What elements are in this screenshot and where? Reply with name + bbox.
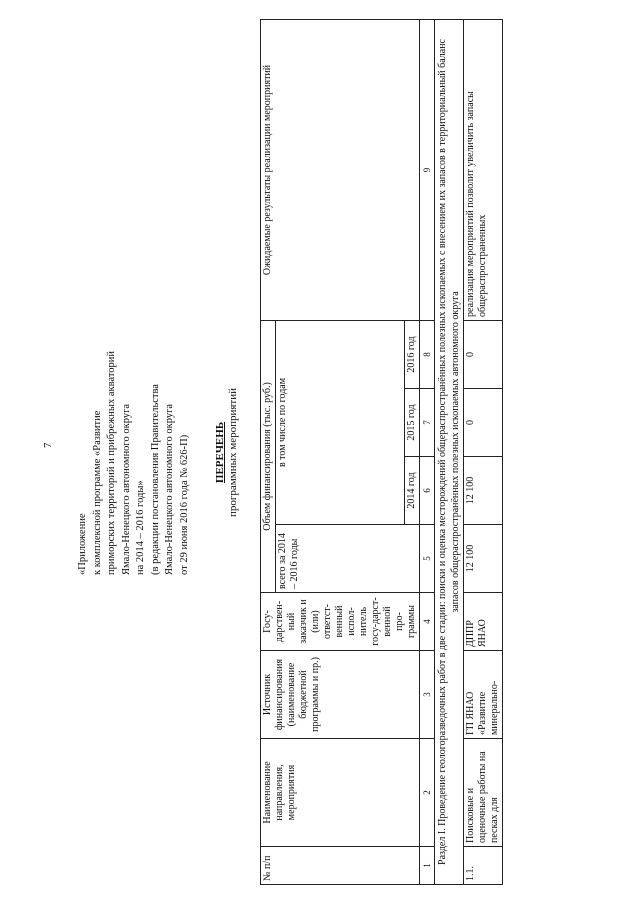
appendix-note [76,275,192,575]
row-customer: ДППР ЯНАО [464,593,503,651]
appendix-line: Ямало-Ненецкого автономного округа [120,403,132,575]
header-customer: Госу-дарствен-ный заказчик и (или) ответст-венный испол-нитель госу-дарст-венной про-граммы [261,593,420,651]
row-2015: 0 [464,389,503,457]
header-name: Наименование направления, мероприятия [261,739,420,847]
header-2014: 2014 год [405,457,420,525]
appendix-line: Ямало-Ненецкого автономного округа [164,403,175,575]
header-2016: 2016 год [405,320,420,388]
column-number: 3 [420,651,435,739]
column-number: 2 [420,739,435,847]
column-number: 9 [420,19,435,320]
header-results: Ожидаемые результаты реализации мероприятий [261,19,420,320]
title-heading: ПЕРЕЧЕНЬ [214,421,226,484]
row-source: ГП ЯНАО «Развитие минерально- [464,651,503,739]
column-number: 1 [420,847,435,885]
row-total: 12 100 [464,525,503,593]
appendix-line: (в редакции постановления Правительства [149,384,161,575]
header-funding: Объем финансирования (тыс. руб.) [261,320,276,592]
title-subheading: программных мероприятий [227,388,239,517]
row-2016: 0 [464,320,503,388]
page-number: 7 [42,442,54,448]
section-row [435,19,464,884]
column-number: 6 [420,457,435,525]
header-2015: 2015 год [405,389,420,457]
appendix-line: «Приложение [77,513,88,575]
appendix-line: к комплексной программе «Развитие [91,410,103,575]
header-row [261,19,276,884]
section-title: Раздел I. Проведение геологоразведочных работ в две стадии: поиски и оценка месторождений общераспространённых полезных ископаемых с внесением их запасов в территориальный баланс запасов общераспространённых полезных ископаемых автономного округа [435,19,464,884]
row-2014: 12 100 [464,457,503,525]
header-source: Источник финансирования (наименование бюджетной программы и пр.) [261,651,420,739]
table-row [464,19,503,884]
column-number: 4 [420,593,435,651]
column-number: 7 [420,389,435,457]
column-number-row [420,19,435,884]
document-title [214,20,240,885]
header-num: № п/п [261,847,420,885]
row-results: реализация мероприятий позволит увеличить запасы общераспространенных [464,19,503,320]
program-activities-table [260,19,503,885]
document-sheet [70,20,590,885]
appendix-line: на 2014 – 2016 годы» [135,480,146,575]
header-by-year: в том числе по годам [276,320,405,524]
column-number: 8 [420,320,435,388]
header-total: всего за 2014 – 2016 годы [276,525,420,593]
appendix-line: от 29 июня 2016 года № 626-П) [178,434,190,575]
column-number: 5 [420,525,435,593]
appendix-line: приморских территорий и прибрежных акваторий [106,350,117,575]
row-name: Поисковые и оценочные работы на песках для [464,739,503,847]
row-num: 1.1. [464,847,503,885]
